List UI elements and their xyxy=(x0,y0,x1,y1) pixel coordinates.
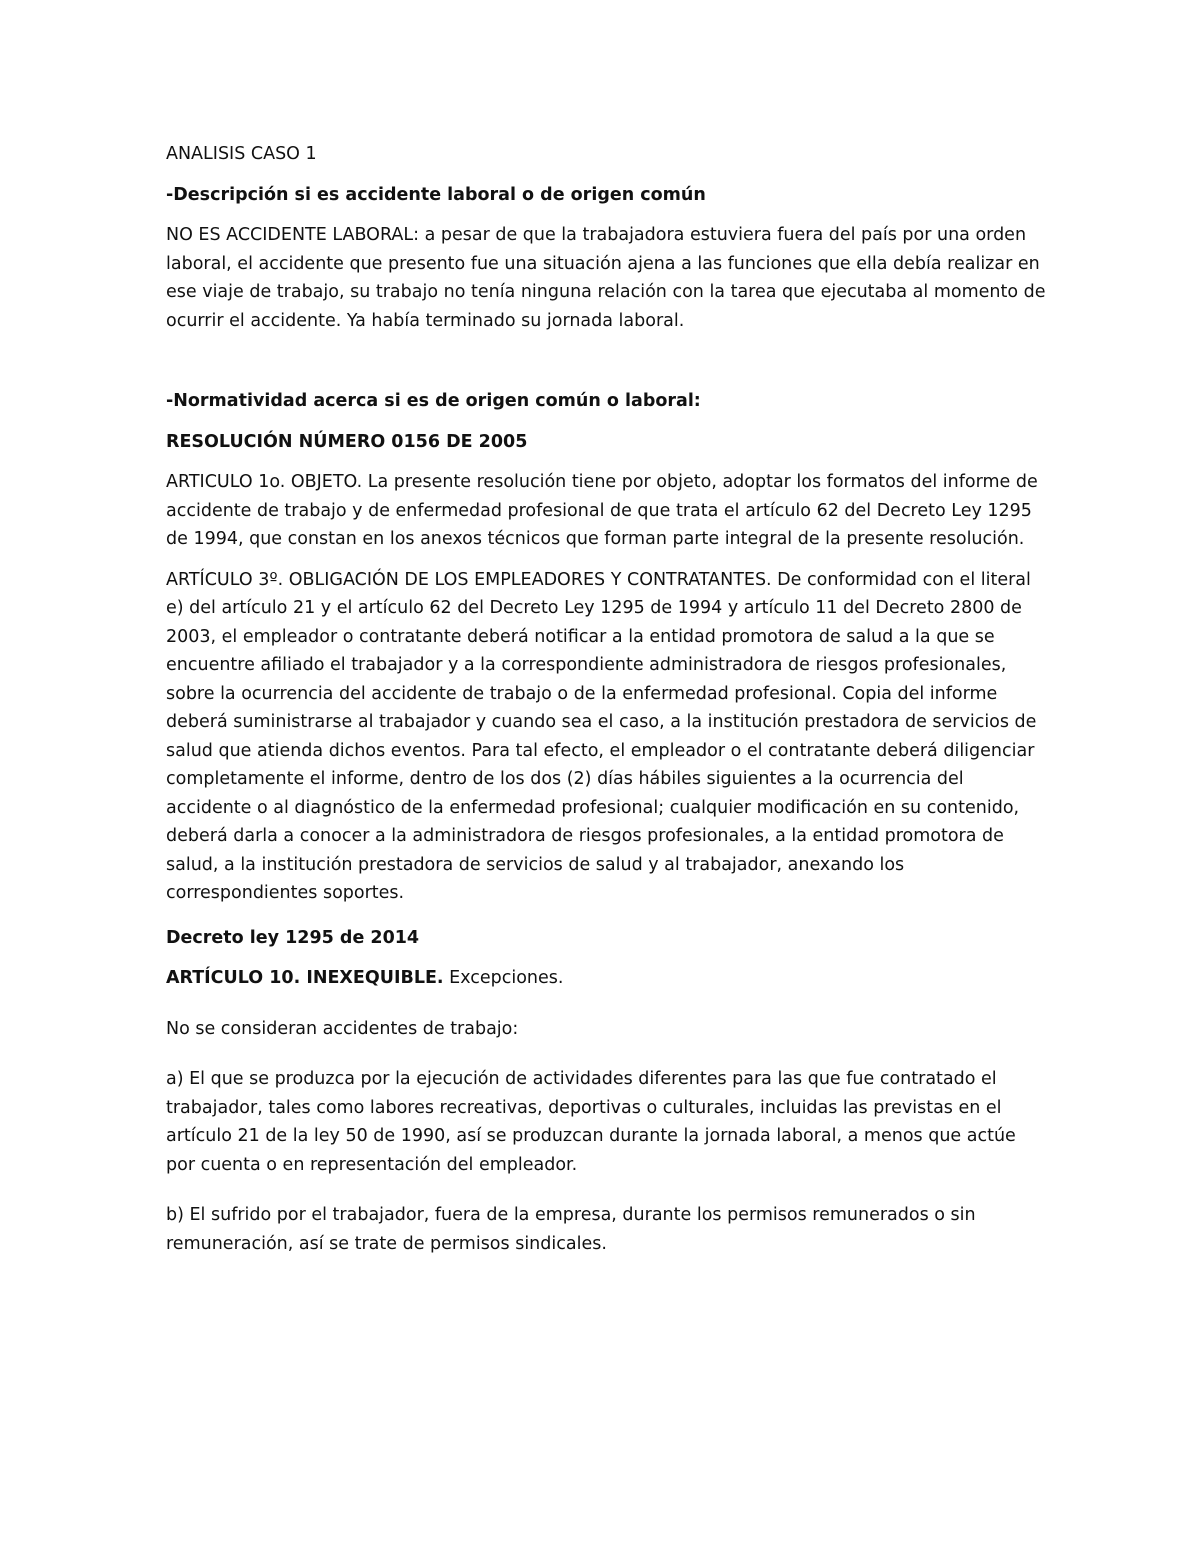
document-title: ANALISIS CASO 1 xyxy=(166,144,317,164)
article-10-subtitle: Excepciones. xyxy=(443,968,564,988)
paragraph-conclusion: NO ES ACCIDENTE LABORAL: a pesar de que la trabajadora estuviera fuera del país por una orden laboral, el accidente que presento fue una situación ajena a las funciones que ella debía realizar en ese viaje de trabajo, su trabajo no tenía ninguna relación con la tarea que ejecutaba al momento de ocurrir el accidente. Ya había terminado su jornada laboral. xyxy=(166,225,1046,331)
paragraph-article-1: ARTICULO 1o. OBJETO. La presente resolución tiene por objeto, adoptar los formatos del informe de accidente de trabajo y de enfermedad profesional de que trata el artículo 62 del Decreto Ley 1295 de 1994, que constan en los anexos técnicos que forman parte integral de la presente resolución. xyxy=(166,472,1038,549)
paragraph-article-10 xyxy=(166,964,1046,993)
document-body xyxy=(166,140,1046,1258)
list-item-b: b) El sufrido por el trabajador, fuera de la empresa, durante los permisos remunerados o sin remuneración, así se trate de permisos sindicales. xyxy=(166,1205,976,1254)
resolution-title: RESOLUCIÓN NÚMERO 0156 DE 2005 xyxy=(166,431,528,452)
paragraph-article-3: ARTÍCULO 3º. OBLIGACIÓN DE LOS EMPLEADORES Y CONTRATANTES. De conformidad con el literal e) del artículo 21 y el artículo 62 del Decreto Ley 1295 de 1994 y artículo 11 del Decreto 2800 de 2003, el empleador o contratante deberá notificar a la entidad promotora de salud a la que se encuentre afiliado el trabajador y a la correspondiente administradora de riesgos profesionales, sobre la ocurrencia del accidente de trabajo o de la enfermedad profesional. Copia del informe deberá suministrarse al trabajador y cuando sea el caso, a la institución prestadora de servicios de salud que atienda dichos eventos. Para tal efecto, el empleador o el contratante deberá diligenciar completamente el informe, dentro de los dos (2) días hábiles siguientes a la ocurrencia del accidente o al diagnóstico de la enfermedad profesional; cualquier modificación en su contenido, deberá darla a conocer a la administradora de riesgos profesionales, a la entidad promotora de salud, a la institución prestadora de servicios de salud y al trabajador, anexando los correspondientes soportes. xyxy=(166,569,1037,903)
article-10-label: ARTÍCULO 10. INEXEQUIBLE. xyxy=(166,968,444,988)
decree-title: Decreto ley 1295 de 2014 xyxy=(166,927,420,948)
section-heading-description: -Descripción si es accidente laboral o de origen común xyxy=(166,184,706,205)
paragraph-not-considered: No se consideran accidentes de trabajo: xyxy=(166,1018,519,1039)
section-heading-regulations: -Normatividad acerca si es de origen común o laboral: xyxy=(166,391,701,411)
list-item-a: a) El que se produzca por la ejecución de actividades diferentes para las que fue contratado el trabajador, tales como labores recreativas, deportivas o culturales, incluidas las previstas en el artículo 21 de la ley 50 de 1990, así se produzcan durante la jornada laboral, a menos que actúe por cuenta o en representación del empleador. xyxy=(166,1069,1016,1175)
